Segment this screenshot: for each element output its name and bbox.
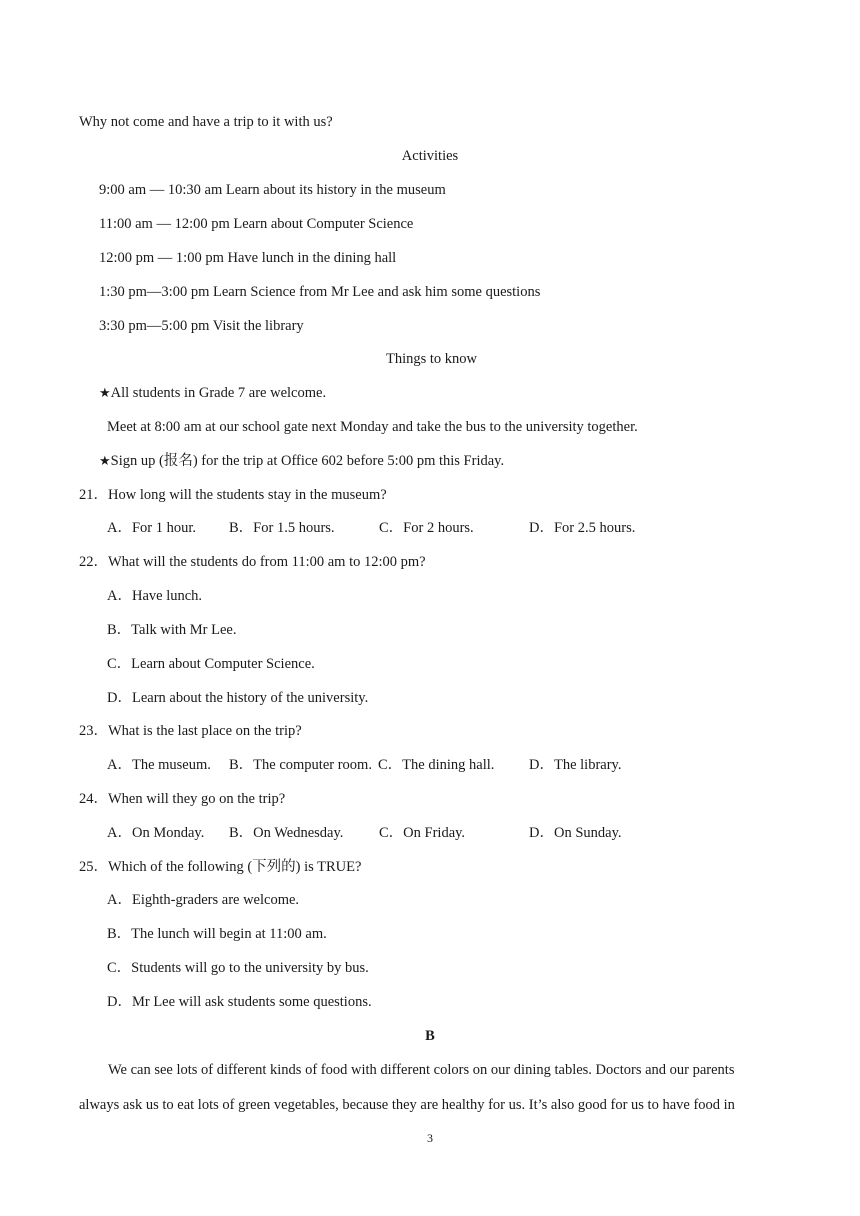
- activity-item: 3:30 pm—5:00 pm Visit the library: [99, 318, 304, 334]
- activity-item: 11:00 am — 12:00 pm Learn about Computer Science: [99, 216, 414, 232]
- section-b-paragraph-line: We can see lots of different kinds of food with different colors on our dining tables. Doctors and our parents: [108, 1062, 735, 1078]
- option-a[interactable]: A．Eighth-graders are welcome.: [107, 892, 300, 908]
- option-d[interactable]: D．Learn about the history of the university.: [107, 690, 369, 706]
- question-stem: 21．How long will the students stay in the museum?: [79, 487, 387, 503]
- activity-item: 1:30 pm—3:00 pm Learn Science from Mr Lee and ask him some questions: [99, 284, 541, 300]
- activities-heading: Activities: [401, 148, 459, 164]
- note-line: [99, 452, 504, 471]
- intro-line: Why not come and have a trip to it with us?: [79, 114, 333, 130]
- option-d[interactable]: D．For 2.5 hours.: [529, 520, 636, 536]
- things-to-know-heading: Things to know: [386, 351, 478, 367]
- option-c[interactable]: C．On Friday.: [379, 825, 466, 841]
- question-stem: 25．Which of the following (下列的) is TRUE?: [79, 859, 362, 875]
- note-line: Meet at 8:00 am at our school gate next Monday and take the bus to the university together.: [107, 419, 638, 435]
- activity-item: 12:00 pm — 1:00 pm Have lunch in the dining hall: [99, 250, 397, 266]
- question-stem: 22．What will the students do from 11:00 am to 12:00 pm?: [79, 554, 426, 570]
- option-b[interactable]: B．The computer room.: [229, 757, 372, 773]
- option-c[interactable]: C．For 2 hours.: [379, 520, 474, 536]
- note-text: All students in Grade 7 are welcome.: [110, 385, 327, 401]
- option-b[interactable]: B．For 1.5 hours.: [229, 520, 335, 536]
- option-c[interactable]: C．Learn about Computer Science.: [107, 656, 315, 672]
- option-c[interactable]: C．The dining hall.: [378, 757, 495, 773]
- option-b[interactable]: B．The lunch will begin at 11:00 am.: [107, 926, 327, 942]
- option-c[interactable]: C．Students will go to the university by bus.: [107, 960, 369, 976]
- option-d[interactable]: D．The library.: [529, 757, 622, 773]
- option-a[interactable]: A．The museum.: [107, 757, 211, 773]
- option-d[interactable]: D．On Sunday.: [529, 825, 622, 841]
- option-a[interactable]: A．For 1 hour.: [107, 520, 197, 536]
- star-icon: ★: [99, 386, 111, 401]
- question-stem: 23．What is the last place on the trip?: [79, 723, 302, 739]
- option-a[interactable]: A．Have lunch.: [107, 588, 203, 604]
- note-text: Sign up (报名) for the trip at Office 602 before 5:00 pm this Friday.: [110, 453, 505, 469]
- page-number: 3: [427, 1131, 433, 1145]
- option-b[interactable]: B．Talk with Mr Lee.: [107, 622, 237, 638]
- option-a[interactable]: A．On Monday.: [107, 825, 205, 841]
- option-b[interactable]: B．On Wednesday.: [229, 825, 344, 841]
- question-stem: 24．When will they go on the trip?: [79, 791, 286, 807]
- note-line: [99, 384, 326, 403]
- section-b-paragraph-line: always ask us to eat lots of green vegetables, because they are healthy for us. It’s also good for us to have food in: [79, 1097, 735, 1113]
- option-d[interactable]: D．Mr Lee will ask students some questions.: [107, 994, 372, 1010]
- star-icon: ★: [99, 454, 111, 469]
- activity-item: 9:00 am — 10:30 am Learn about its history in the museum: [99, 182, 446, 198]
- section-b-heading: B: [425, 1028, 435, 1044]
